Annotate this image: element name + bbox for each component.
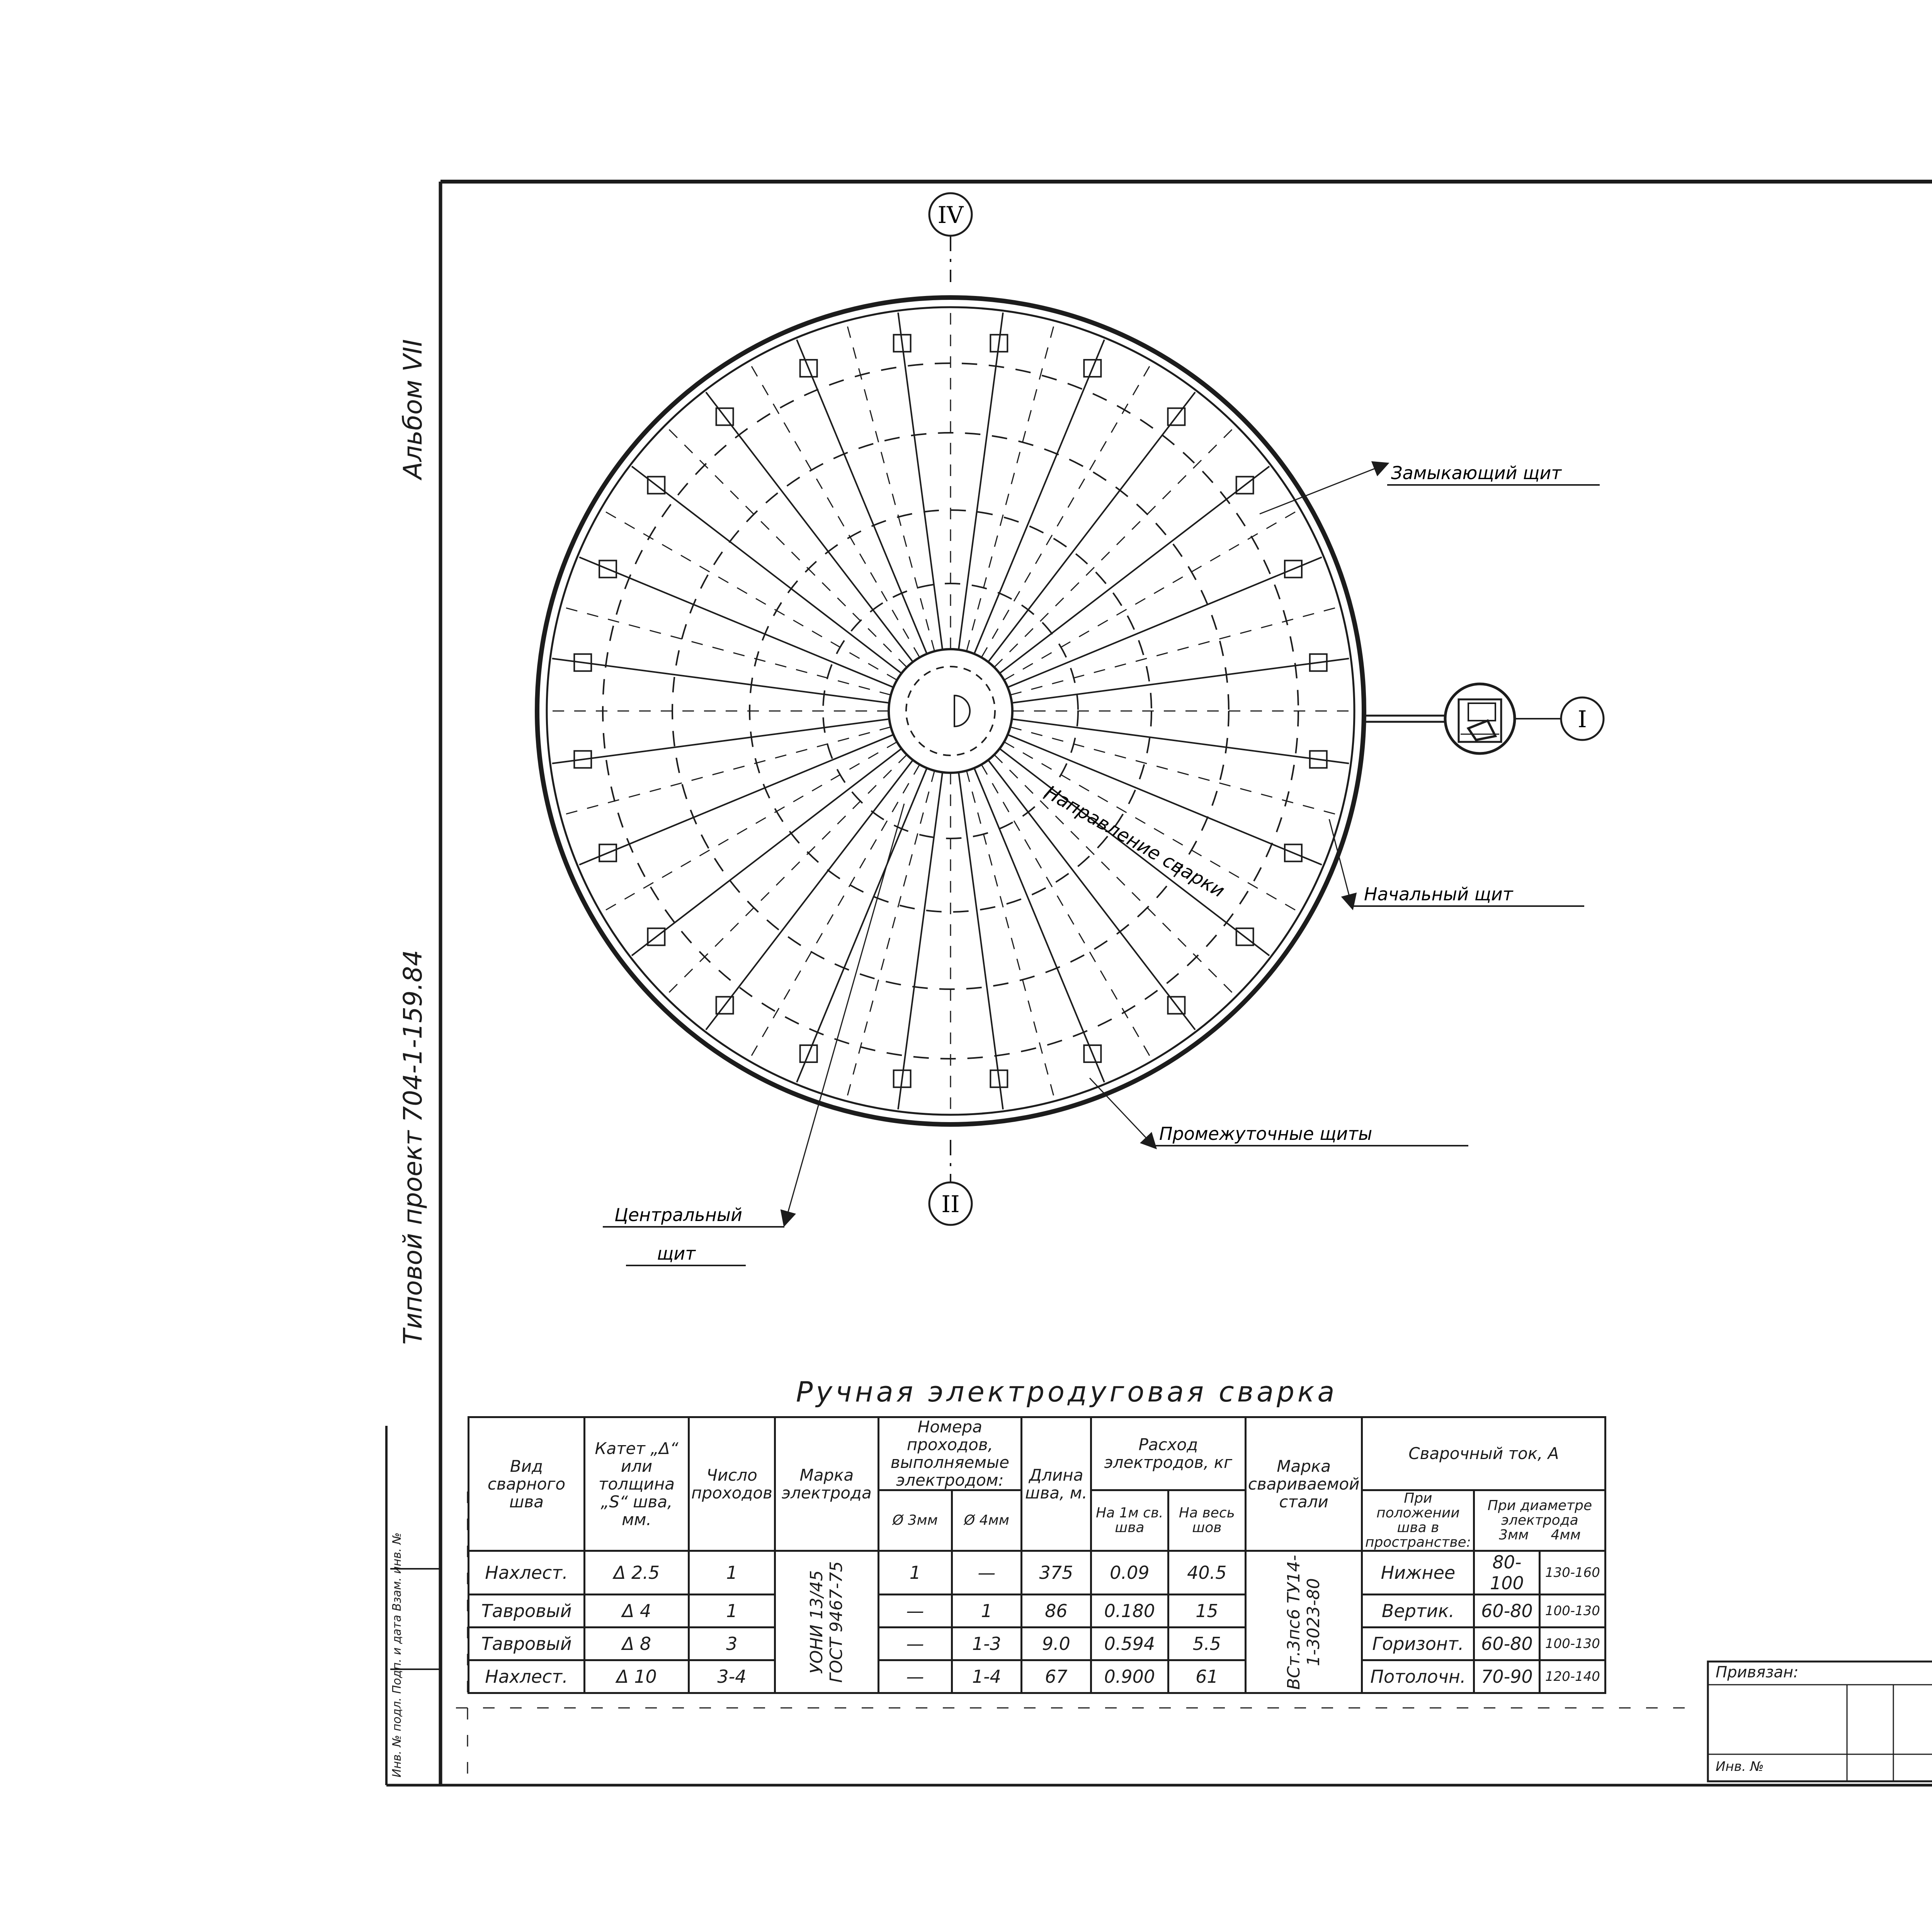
- closing-shield-label: Замыкающий щит: [1391, 463, 1562, 483]
- cell-passes: 3-4: [689, 1660, 775, 1693]
- cell-d4: 1: [952, 1595, 1021, 1628]
- cell-position: Нижнее: [1362, 1551, 1474, 1595]
- cell-length: 9.0: [1021, 1628, 1091, 1660]
- weld-direction-label: Направление сварки: [1041, 781, 1228, 902]
- cell-type: Тавровый: [469, 1628, 585, 1660]
- hdr-diameter-label: При диаметре электрода: [1487, 1498, 1592, 1528]
- cell-total: 40.5: [1168, 1551, 1245, 1595]
- cell-electrode: УОНИ 13/45 ГОСТ 9467-75: [775, 1551, 878, 1693]
- cell-leg: Δ 10: [585, 1660, 689, 1693]
- starting-shield-label: Начальный щит: [1364, 884, 1513, 905]
- hdr-passes: Число проходов: [689, 1417, 775, 1551]
- cell-per1m: 0.594: [1091, 1628, 1168, 1660]
- cell-length: 67: [1021, 1660, 1091, 1693]
- cell-d3: —: [878, 1660, 952, 1693]
- hdr-c4: 4мм: [1551, 1527, 1581, 1543]
- hdr-leg: Катет „Δ“ или толщина „S“ шва, мм.: [585, 1417, 689, 1551]
- cell-per1m: 0.180: [1091, 1595, 1168, 1628]
- cell-c4: 100-130: [1540, 1628, 1605, 1660]
- cell-position: Вертик.: [1362, 1595, 1474, 1628]
- cell-d4: —: [952, 1551, 1021, 1595]
- cell-type: Нахлест.: [469, 1551, 585, 1595]
- hdr-consumption: Расход электродов, кг: [1091, 1417, 1245, 1490]
- cell-leg: Δ 2.5: [585, 1551, 689, 1595]
- cell-leg: Δ 4: [585, 1595, 689, 1628]
- cell-leg: Δ 8: [585, 1628, 689, 1660]
- hdr-length: Длина шва, м.: [1021, 1417, 1091, 1551]
- hdr-type: Вид сварного шва: [469, 1417, 585, 1551]
- cell-c4: 120-140: [1540, 1660, 1605, 1693]
- cell-passes: 3: [689, 1628, 775, 1660]
- cell-c4: 100-130: [1540, 1595, 1605, 1628]
- cell-type: Нахлест.: [469, 1660, 585, 1693]
- cell-d4: 1-4: [952, 1660, 1021, 1693]
- cell-c3: 60-80: [1474, 1595, 1540, 1628]
- central-shield-label-2: щит: [657, 1243, 696, 1264]
- hdr-c3: 3мм: [1499, 1527, 1529, 1543]
- cell-length: 86: [1021, 1595, 1091, 1628]
- cell-d3: 1: [878, 1551, 952, 1595]
- hdr-current: Сварочный ток, А: [1362, 1417, 1605, 1490]
- weld-table-title: Ручная электродуговая сварка: [796, 1376, 1338, 1408]
- hdr-total: На весь шов: [1168, 1490, 1245, 1551]
- cell-total: 15: [1168, 1595, 1245, 1628]
- cell-steel: ВСт.3пс6 ТУ14-1-3023-80: [1245, 1551, 1362, 1693]
- hdr-per1m: На 1м св. шва: [1091, 1490, 1168, 1551]
- cell-total: 61: [1168, 1660, 1245, 1693]
- cell-position: Горизонт.: [1362, 1628, 1474, 1660]
- inv-label: Инв. №: [1716, 1759, 1764, 1774]
- hdr-d4: Ø 4мм: [952, 1490, 1021, 1551]
- hdr-d3: Ø 3мм: [878, 1490, 952, 1551]
- cell-passes: 1: [689, 1551, 775, 1595]
- attached-label: Привязан:: [1716, 1663, 1799, 1681]
- approvals-label: Инв. № подл. Подп. и дата Взам. инв. №: [390, 1532, 404, 1777]
- project-label: Типовой проект 704-1-159.84: [398, 950, 428, 1345]
- hdr-electrode: Марка электрода: [775, 1417, 878, 1551]
- cell-total: 5.5: [1168, 1628, 1245, 1660]
- central-shield-label-1: Центральный: [614, 1204, 743, 1225]
- cell-position: Потолочн.: [1362, 1660, 1474, 1693]
- cell-per1m: 0.900: [1091, 1660, 1168, 1693]
- axis-iv-label: IV: [937, 202, 964, 229]
- cell-length: 375: [1021, 1551, 1091, 1595]
- hdr-steel: Марка свариваемой стали: [1245, 1417, 1362, 1551]
- album-label: Альбом VII: [398, 339, 428, 479]
- cell-c3: 60-80: [1474, 1628, 1540, 1660]
- intermediate-shields-label: Промежуточные щиты: [1159, 1123, 1372, 1144]
- cell-c4: 130-160: [1540, 1551, 1605, 1595]
- cell-d3: —: [878, 1628, 952, 1660]
- hdr-position: При положении шва в пространстве:: [1362, 1490, 1474, 1551]
- cell-passes: 1: [689, 1595, 775, 1628]
- axis-ii-label: II: [941, 1191, 960, 1218]
- cell-d3: —: [878, 1595, 952, 1628]
- cell-per1m: 0.09: [1091, 1551, 1168, 1595]
- axis-i-label: I: [1578, 706, 1587, 733]
- cell-c3: 80-100: [1474, 1551, 1540, 1595]
- cell-c3: 70-90: [1474, 1660, 1540, 1693]
- hdr-pass-numbers: Номера проходов, выполняемые электродом:: [878, 1417, 1021, 1490]
- cell-d4: 1-3: [952, 1628, 1021, 1660]
- cell-type: Тавровый: [469, 1595, 585, 1628]
